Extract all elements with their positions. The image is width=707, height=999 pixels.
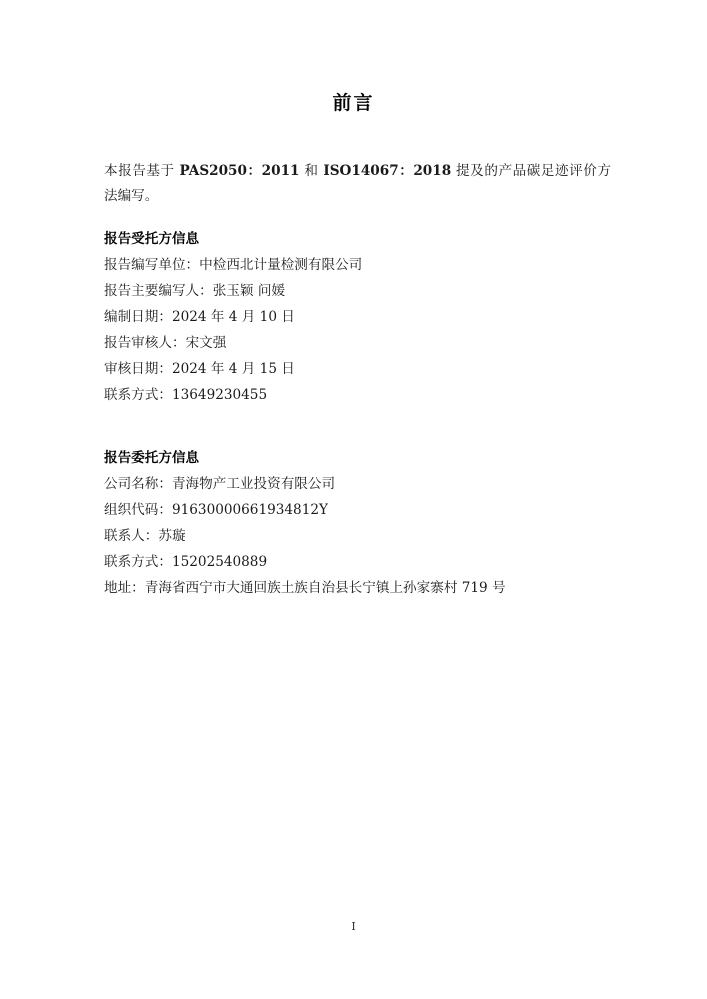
standard-pas2050: PAS2050：2011 xyxy=(179,163,300,179)
field-value: 青海省西宁市大通回族土族自治县长宁镇上孙家寨村 719 号 xyxy=(144,580,506,596)
field-value: 苏璇 xyxy=(158,528,186,544)
field-label: 公司名称： xyxy=(104,476,172,492)
field-compile-date xyxy=(104,304,611,330)
intro-suffix: 提及的产品碳足迹评价方法编写。 xyxy=(104,163,611,204)
field-value: 张玉颖 问媛 xyxy=(212,283,286,299)
field-review-date xyxy=(104,356,611,382)
field-label: 编制日期： xyxy=(104,309,172,325)
page-title: 前言 xyxy=(332,92,375,114)
intro-middle: 和 xyxy=(299,163,324,179)
section-heading-entrusted-party: 报告受托方信息 xyxy=(104,231,200,247)
field-value: 13649230455 xyxy=(171,387,268,403)
field-label: 联系方式： xyxy=(104,554,172,570)
field-label: 组织代码： xyxy=(104,502,172,518)
field-client-phone xyxy=(104,549,611,575)
field-org-code xyxy=(104,497,611,523)
field-value: 宋文强 xyxy=(185,335,227,351)
field-label: 报告主要编写人： xyxy=(104,283,213,299)
field-label: 地址： xyxy=(104,580,145,596)
intro-prefix: 本报告基于 xyxy=(104,163,180,179)
section-heading-client-party: 报告委托方信息 xyxy=(104,450,200,466)
field-contact-phone xyxy=(104,382,611,408)
field-label: 审核日期： xyxy=(104,361,172,377)
field-label: 联系方式： xyxy=(104,387,172,403)
field-contact-person xyxy=(104,523,611,549)
field-label: 报告编写单位： xyxy=(104,257,200,273)
client-party-field-list xyxy=(104,471,611,601)
field-value: 2024 年 4 月 15 日 xyxy=(171,361,295,377)
field-company-name xyxy=(104,471,611,497)
section-spacer xyxy=(104,408,611,428)
field-report-author-unit xyxy=(104,252,611,278)
field-reviewer xyxy=(104,330,611,356)
field-value: 15202540889 xyxy=(171,554,268,570)
field-address xyxy=(104,575,611,601)
field-label: 报告审核人： xyxy=(104,335,186,351)
intro-paragraph xyxy=(104,159,611,209)
field-main-authors xyxy=(104,278,611,304)
field-value: 青海物产工业投资有限公司 xyxy=(171,476,336,492)
field-label: 联系人： xyxy=(104,528,159,544)
field-value: 91630000661934812Y xyxy=(171,502,328,518)
field-value: 中检西北计量检测有限公司 xyxy=(199,257,363,273)
field-value: 2024 年 4 月 10 日 xyxy=(171,309,295,325)
entrusted-party-field-list xyxy=(104,252,611,408)
standard-iso14067: ISO14067：2018 xyxy=(323,163,452,179)
document-body xyxy=(0,115,707,601)
page-number: I xyxy=(351,920,356,933)
